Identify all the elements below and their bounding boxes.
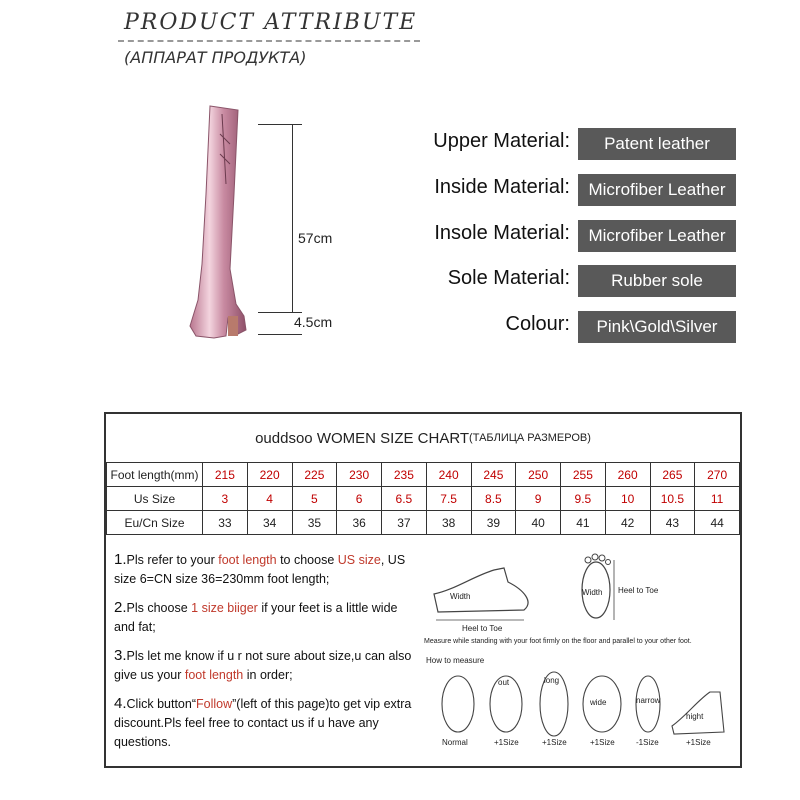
size-cell: 240: [426, 463, 471, 487]
size-row-header: Foot length(mm): [107, 463, 203, 487]
size-cell: 250: [516, 463, 561, 487]
boot-image: [178, 104, 258, 344]
size-chart-title: [106, 414, 740, 462]
size-cell: 245: [471, 463, 516, 487]
size-row-header: Us Size: [107, 487, 203, 511]
foot-bottom-label: +1Size: [686, 738, 711, 747]
size-cell: 36: [337, 511, 382, 535]
size-cell: 220: [247, 463, 292, 487]
attr-value: Rubber sole: [578, 265, 736, 297]
size-cell: 40: [516, 511, 561, 535]
attr-value: Pink\Gold\Silver: [578, 311, 736, 343]
size-cell: 5: [292, 487, 337, 511]
foot-bottom-label: +1Size: [590, 738, 615, 747]
size-cell: 42: [605, 511, 650, 535]
attr-upper: [380, 128, 760, 160]
measure-guide: [424, 546, 734, 756]
width-label-top: Width: [582, 588, 603, 597]
attr-sole: [380, 265, 760, 297]
size-cell: 265: [650, 463, 695, 487]
size-cell: 11: [695, 487, 740, 511]
attr-label: Sole Material:: [447, 267, 570, 289]
size-cell: 44: [695, 511, 740, 535]
size-cell: 37: [382, 511, 427, 535]
attr-label: Colour:: [505, 313, 570, 335]
size-chart-title-text: ouddsoo WOMEN SIZE CHART: [255, 429, 470, 447]
size-row-header: Eu/Cn Size: [107, 511, 203, 535]
foot-bottom-label: Normal: [442, 738, 468, 747]
measure-illustrations: [424, 546, 734, 756]
heel-to-toe-label-top: Heel to Toe: [618, 586, 659, 595]
size-cell: 34: [247, 511, 292, 535]
height-top-tick: [258, 124, 302, 125]
size-cell: 215: [203, 463, 248, 487]
size-cell: 9: [516, 487, 561, 511]
title-divider: [118, 40, 420, 42]
foot-bottom-label: +1Size: [542, 738, 567, 747]
size-cell: 33: [203, 511, 248, 535]
attr-label: Upper Material:: [433, 130, 570, 152]
height-line: [292, 124, 293, 312]
measure-instruction: Measure while standing with your foot firmly on the floor and parallel to your other foot.: [424, 638, 692, 645]
size-row: [107, 487, 740, 511]
foot-top-label: hight: [686, 712, 704, 721]
size-cell: 35: [292, 511, 337, 535]
height-label: 57cm: [298, 230, 333, 246]
note-4: 4.Click button“Follow”(left of this page)to get vip extra discount.Pls feel free to contact us if u have any questions.: [114, 695, 412, 749]
size-cell: 270: [695, 463, 740, 487]
attr-value: Microfiber Leather: [578, 220, 736, 252]
page-subtitle: (АППАРАТ ПРОДУКТА): [124, 48, 307, 67]
height-bottom-tick: [258, 312, 302, 313]
note-1: 1.Pls refer to your foot length to choose US size, US size 6=CN size 36=230mm foot length;: [114, 551, 406, 586]
how-to-measure: How to measure: [426, 656, 485, 665]
size-cell: 8.5: [471, 487, 516, 511]
attr-value: Patent leather: [578, 128, 736, 160]
heel-to-toe-label: Heel to Toe: [462, 624, 503, 633]
size-cell: 6.5: [382, 487, 427, 511]
note-2: 2.Pls choose 1 size biiger if your feet is a little wide and fat;: [114, 599, 398, 634]
foot-top-label: narrow: [636, 696, 661, 705]
size-cell: 38: [426, 511, 471, 535]
size-cell: 10: [605, 487, 650, 511]
size-row: [107, 511, 740, 535]
size-cell: 41: [561, 511, 606, 535]
size-cell: 9.5: [561, 487, 606, 511]
size-cell: 43: [650, 511, 695, 535]
attr-colour: [380, 311, 760, 343]
width-label: Width: [450, 592, 471, 601]
foot-top-label: wide: [590, 698, 607, 707]
size-chart-title-ru: (ТАБЛИЦА РАЗМЕРОВ): [469, 432, 591, 444]
page-title: PRODUCT ATTRIBUTE: [124, 10, 418, 35]
foot-bottom-label: +1Size: [494, 738, 519, 747]
foot-bottom-label: -1Size: [636, 738, 659, 747]
heel-label: 4.5cm: [294, 314, 333, 330]
size-cell: 39: [471, 511, 516, 535]
size-cell: 230: [337, 463, 382, 487]
heel-bottom-tick: [258, 334, 302, 335]
attr-label: Insole Material:: [434, 222, 570, 244]
note-3: 3.Pls let me know if u r not sure about size,u can also give us your foot length in order;: [114, 647, 412, 682]
foot-top-label: out: [498, 678, 510, 687]
size-chart: [104, 412, 742, 768]
size-cell: 225: [292, 463, 337, 487]
attr-insole: [380, 220, 760, 252]
attr-inside: [380, 174, 760, 206]
size-cell: 7.5: [426, 487, 471, 511]
size-cell: 3: [203, 487, 248, 511]
size-cell: 10.5: [650, 487, 695, 511]
size-cell: 6: [337, 487, 382, 511]
size-cell: 255: [561, 463, 606, 487]
size-cell: 260: [605, 463, 650, 487]
size-notes: [114, 550, 414, 761]
size-cell: 235: [382, 463, 427, 487]
attr-label: Inside Material:: [434, 176, 570, 198]
size-table: [106, 462, 740, 535]
size-row: [107, 463, 740, 487]
size-cell: 4: [247, 487, 292, 511]
attr-value: Microfiber Leather: [578, 174, 736, 206]
foot-top-label: long: [544, 676, 560, 685]
